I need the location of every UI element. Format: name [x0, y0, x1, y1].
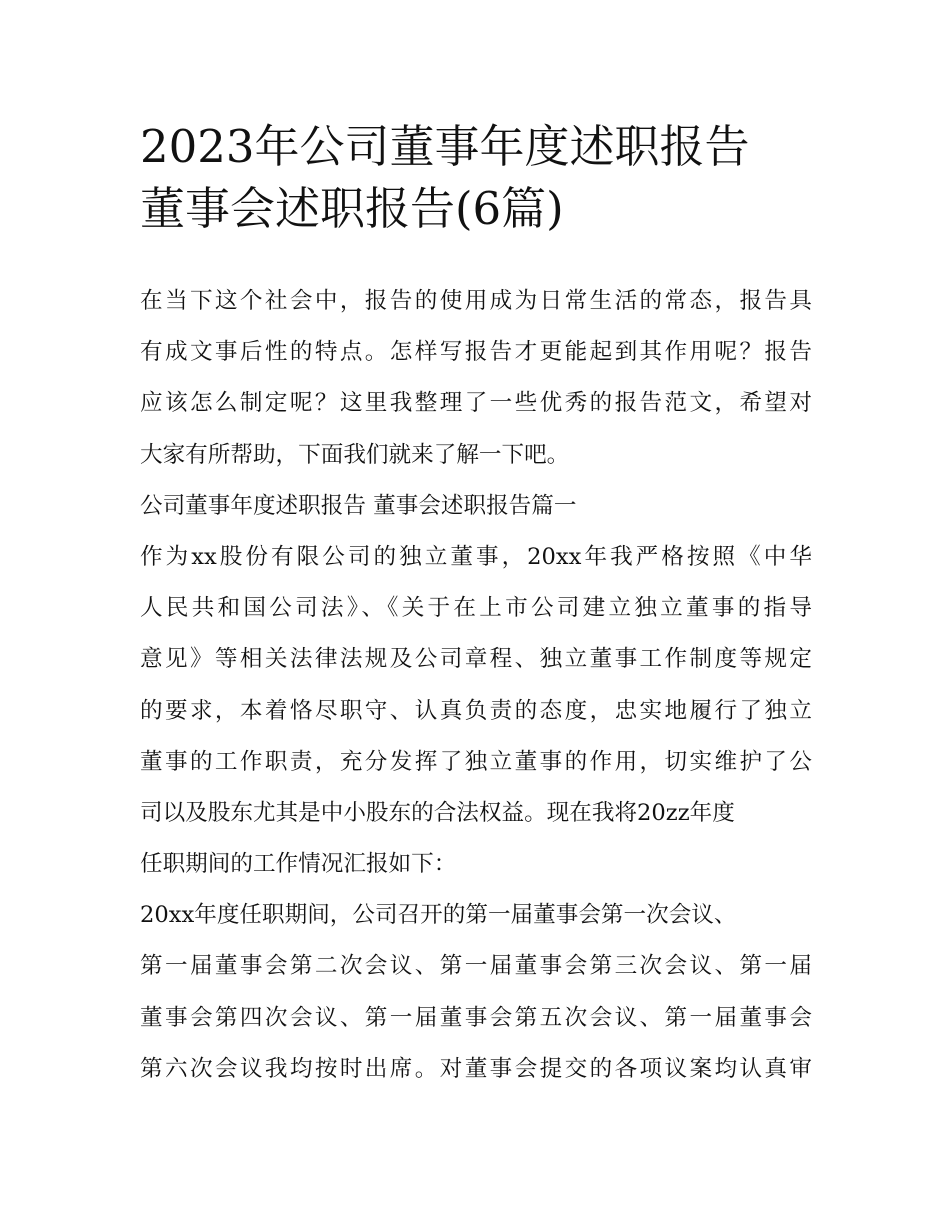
paragraph-line: 第六次会议我均按时出席。对董事会提交的各项议案均认真审 [140, 1055, 812, 1082]
intro-line: 大家有所帮助，下面我们就来了解一下吧。 [140, 441, 570, 468]
paragraph-line: 20xx年度任职期间，公司召开的第一届董事会第一次会议、 [140, 902, 737, 929]
paragraph-line: 董事的工作职责，充分发挥了独立董事的作用，切实维护了公 [140, 748, 812, 775]
intro-paragraph [140, 276, 812, 481]
paragraph-line: 第一届董事会第二次会议、第一届董事会第三次会议、第一届 [140, 953, 812, 980]
document-title [140, 116, 820, 240]
paragraph-2 [140, 890, 812, 1095]
paragraph-line: 意见》等相关法律法规及公司章程、独立董事工作制度等规定 [140, 646, 812, 673]
intro-line: 有成文事后性的特点。怎样写报告才更能起到其作用呢？报告 [140, 339, 812, 366]
paragraph-line: 作为xx股份有限公司的独立董事，20xx年我严格按照《中华 [140, 543, 812, 570]
title-line-2: 董事会述职报告(6篇) [140, 182, 564, 235]
paragraph-line: 任职期间的工作情况汇报如下： [140, 851, 457, 878]
paragraph-line: 人民共和国公司法》、《关于在上市公司建立独立董事的指导 [140, 595, 812, 622]
paragraph-1 [140, 532, 812, 890]
paragraph-line: 董事会第四次会议、第一届董事会第五次会议、第一届董事会 [140, 1004, 812, 1031]
intro-line: 应该怎么制定呢？这里我整理了一些优秀的报告范文，希望对 [140, 390, 812, 417]
section-heading [140, 481, 812, 532]
paragraph-line: 司以及股东尤其是中小股东的合法权益。现在我将20zz年度 [140, 799, 735, 826]
section-heading-text: 公司董事年度述职报告 董事会述职报告篇一 [140, 492, 577, 519]
intro-line: 在当下这个社会中，报告的使用成为日常生活的常态，报告具 [140, 288, 812, 314]
title-line-1: 2023年公司董事年度述职报告 [140, 120, 750, 173]
document-body [140, 276, 812, 1095]
paragraph-line: 的要求，本着恪尽职守、认真负责的态度，忠实地履行了独立 [140, 697, 812, 724]
